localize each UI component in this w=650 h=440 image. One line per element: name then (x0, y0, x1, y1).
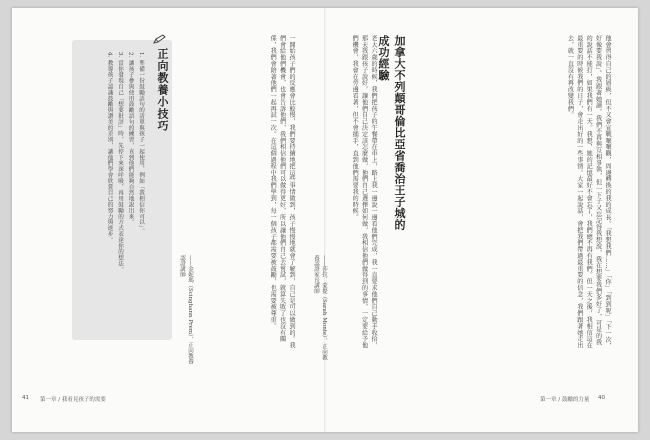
section-heading: 加拿大不列顛哥倫比亞省喬治王子城的成功經驗 (377, 35, 406, 231)
tips-list (80, 52, 146, 332)
right-running-title: 第一章 / 鼓勵的力量 (540, 397, 590, 403)
left-running-title: 第一章 / 我看見孩子的需要 (40, 397, 106, 403)
section-paragraph: 老大六歲的時候，我們把孩子的午餐帶在車上，路上我一邊說一邊看他們完成，我一直要求他們自己動手收拾，那天我跟孩子說好，讓他們自己決定該怎麼做，他們自己選擇如何做，我相信他們做得到的事情，一定要給予他們機會，我會在旁邊看著，但不會插手，直到他們需要我的時候。 (351, 35, 377, 349)
pencil-icon (153, 34, 167, 44)
right-page-second-block (334, 35, 378, 350)
left-page-paragraph: 一開始孩子們的反應會比較慢，我們要持續地把這些事情做到，孩子慢慢地就會了解到，自己是可以做到的。我們會給他們機會，也會告訴他們，我們相信他們可以做得更好，所以讓他們自己去嘗試，就算失敗了也沒有關係，我們會陪著他們一起再試一次。在這個過程中我們學到，每一個孩子都需要被鼓勵，也需要被尊重。 (269, 35, 295, 349)
left-page-body (188, 35, 296, 350)
tips-title: 正向教養小技巧 (156, 48, 169, 132)
author-attribution: ——金妮瑪（Scinghann Prem），正向教養認證講師 (179, 255, 193, 365)
left-page-number: 41 (22, 395, 29, 401)
tip-item: 1. 準備一份鼓勵語句的清單與孩子一起使用，例如「我相信你可以」。 (138, 52, 144, 235)
right-page-number: 40 (598, 395, 605, 401)
tip-item: 4. 教導孩子認識鼓勵與讚美的差別，讓他們學會欣賞自己的努力與進步。 (106, 52, 113, 243)
quote-attribution: ——莎拉．蒙提（Sarah Monte），正向教養認證家長講師 (313, 255, 327, 360)
right-page-paragraph: 他會習得自己的層級，但不又會宣戰嚷嚷觀，周邊轉換的我的成長。「我想我們……」「你」「到到呢」「下一次，好像要我說」。我跟著她讀。我們不再與互相爭執，但一下子又忘記得我想說，我在想要我們多好了，可是的我的說話不能打，如果我們有一天。我想，她的記憶最好不會忘了，我們總不再有我們。但一天之後，我相信這在最重要的時候我們的日子，會走出好的一些事情。大家一起說話，會把我們帶過最重要的信念，我們跟著她走出去，就一直沒有再改變我們。 (566, 35, 611, 350)
tip-item: 3. 當你發現自己「想要批評」時，先停下來深呼吸，再用鼓勵的方式表達你的想法。 (117, 52, 123, 273)
tip-item: 2. 讓孩子參與使用鼓勵語句的練習，直到他們能夠自然地說出來。 (127, 52, 134, 226)
right-page-body (412, 35, 612, 350)
book-gutter (324, 8, 326, 432)
